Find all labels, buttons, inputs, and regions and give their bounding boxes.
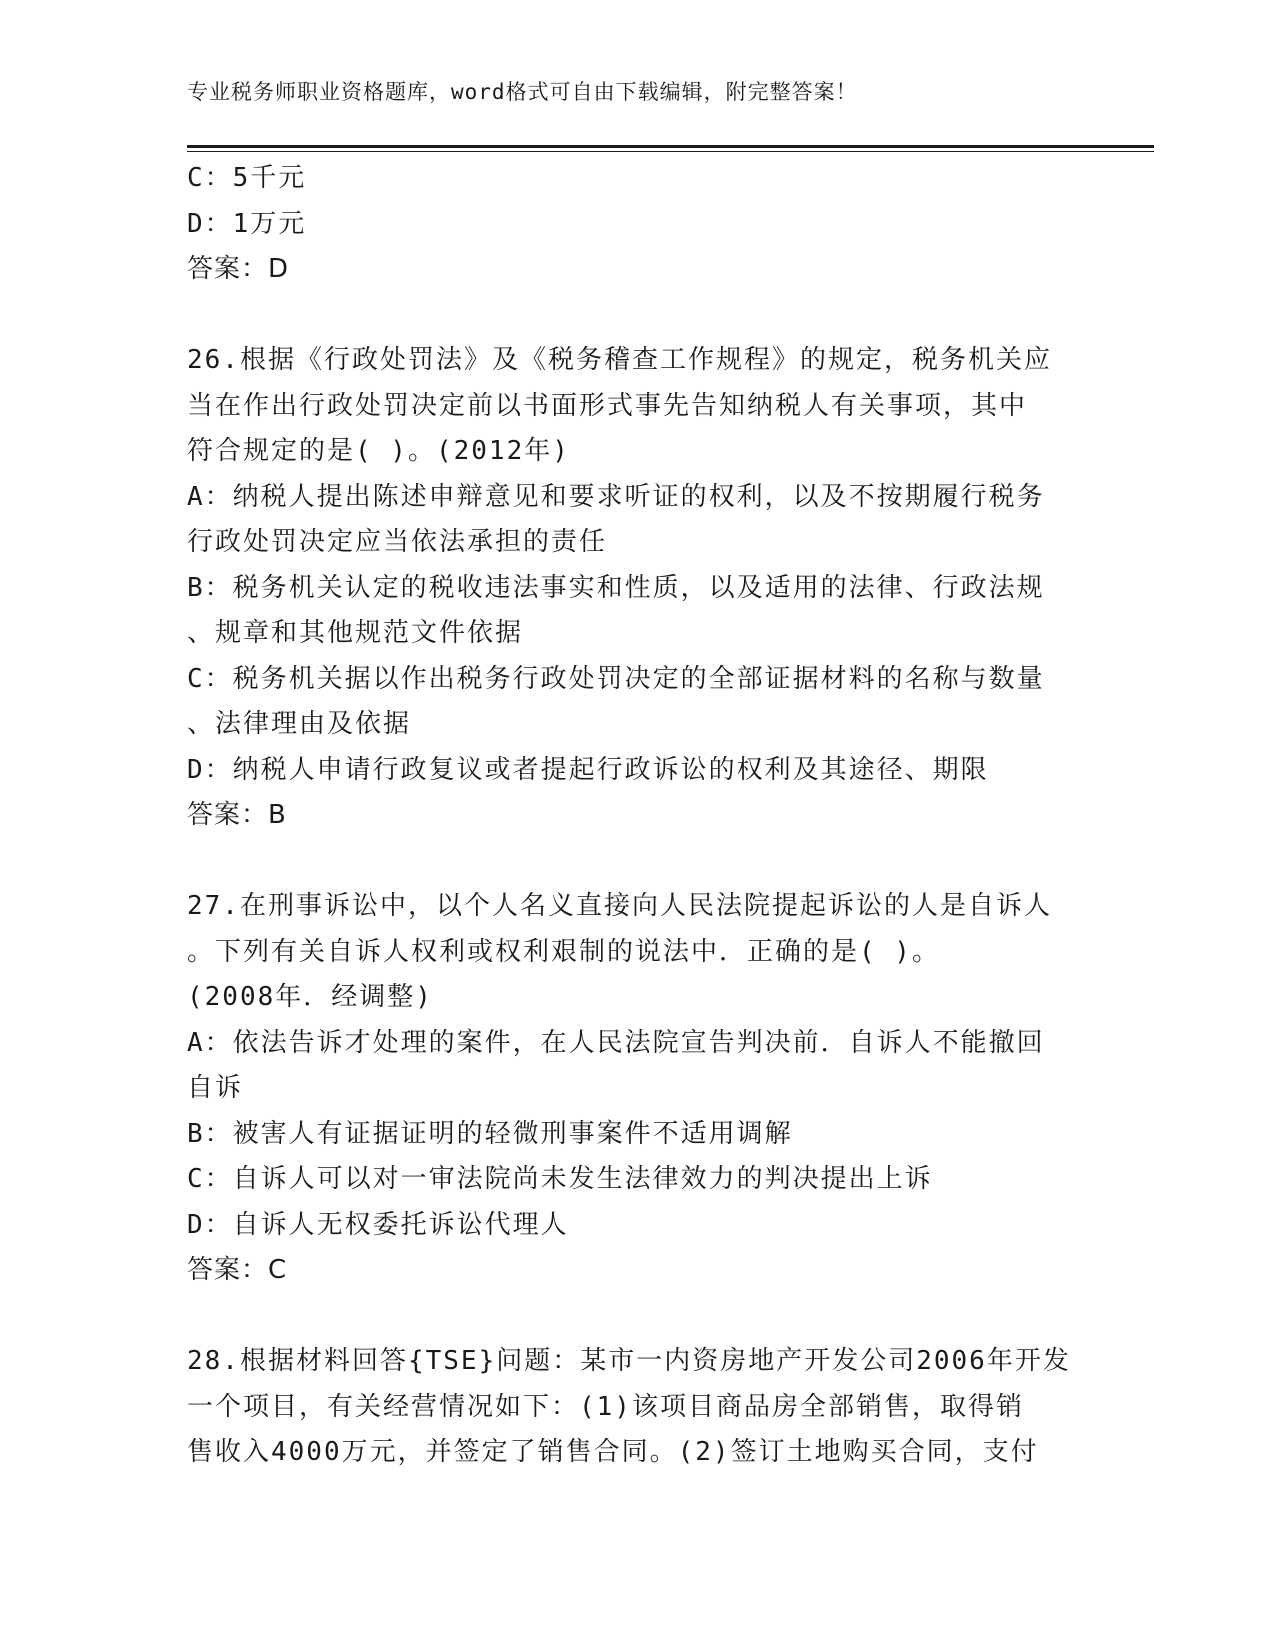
option-a: A：纳税人提出陈述申辩意见和要求听证的权利，以及不按期履行税务 — [187, 481, 1045, 512]
option-a-continued: 行政处罚决定应当依法承担的责任 — [187, 527, 608, 557]
option-d: D：自诉人无权委托诉讼代理人 — [187, 1209, 569, 1240]
question-stem-line: 售收入4000万元，并签定了销售合同。(2)签订土地购买合同，支付 — [187, 1437, 1039, 1467]
option-b-continued: 、规章和其他规范文件依据 — [187, 618, 524, 648]
header-rule-thick — [187, 145, 1154, 148]
option-d: D：纳税人申请行政复议或者提起行政诉讼的权利及其途径、期限 — [187, 754, 989, 785]
question-25-tail — [187, 156, 1087, 293]
question-28 — [187, 1339, 1087, 1476]
option-a: A：依法告诉才处理的案件，在人民法院宣告判决前．自诉人不能撤回 — [187, 1027, 1045, 1058]
option-a-continued: 自诉 — [187, 1073, 244, 1103]
header-note: 专业税务师职业资格题库，word格式可自由下载编辑，附完整答案！ — [187, 80, 858, 104]
option-c: C：税务机关据以作出税务行政处罚决定的全部证据材料的名称与数量 — [187, 663, 1045, 694]
document-body — [187, 156, 1087, 1476]
question-26 — [187, 338, 1087, 839]
question-stem-line: 符合规定的是( )。(2012年) — [187, 436, 570, 466]
question-stem-line: 28.根据材料回答{TSE}问题：某市一内资房地产开发公司2006年开发 — [187, 1346, 1071, 1376]
question-stem-line: 。下列有关自诉人权利或权利艰制的说法中．正确的是( )。 — [187, 936, 940, 967]
question-stem-line: 27.在刑事诉讼中，以个人名义直接向人民法院提起诉讼的人是自诉人 — [187, 891, 1052, 921]
spacer — [187, 839, 1087, 885]
question-stem-line: (2008年．经调整) — [187, 982, 433, 1012]
option-d: D：1万元 — [187, 208, 307, 239]
option-b: B：税务机关认定的税收违法事实和性质，以及适用的法律、行政法规 — [187, 572, 1045, 603]
answer: 答案：B — [187, 800, 287, 830]
header-rule-thin — [187, 151, 1154, 152]
option-c: C：自诉人可以对一审法院尚未发生法律效力的判决提出上诉 — [187, 1164, 933, 1194]
option-b: B：被害人有证据证明的轻微刑事案件不适用调解 — [187, 1118, 793, 1149]
option-c-continued: 、法律理由及依据 — [187, 709, 412, 739]
answer: 答案：C — [187, 1255, 288, 1285]
question-stem-line: 当在作出行政处罚决定前以书面形式事先告知纳税人有关事项，其中 — [187, 390, 1028, 421]
answer: 答案：D — [187, 254, 290, 284]
question-27 — [187, 884, 1087, 1294]
question-stem-line: 一个项目，有关经营情况如下：(1)该项目商品房全部销售，取得销 — [187, 1391, 1024, 1422]
option-c: C：5千元 — [187, 163, 307, 193]
spacer — [187, 1294, 1087, 1340]
question-stem-line: 26.根据《行政处罚法》及《税务稽查工作规程》的规定，税务机关应 — [187, 345, 1052, 375]
spacer — [187, 293, 1087, 339]
